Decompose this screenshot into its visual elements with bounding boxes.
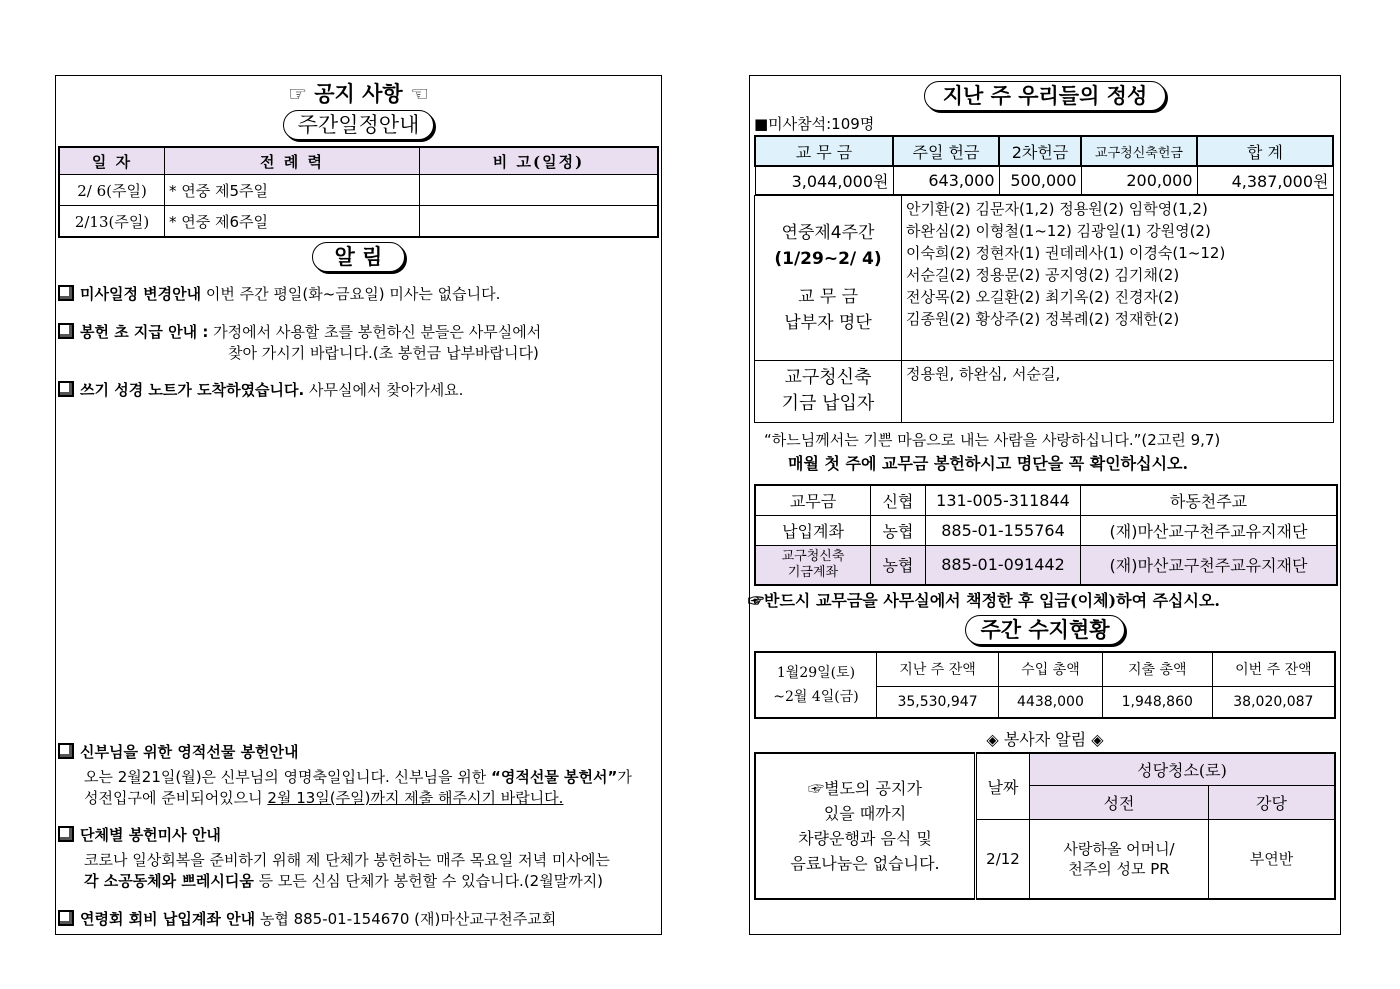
fin-header: 지출 총액: [1102, 652, 1212, 686]
bank-name: 농협: [871, 515, 926, 545]
finance-table: 1월29일(토) ~2월 4일(금) 지난 주 잔액 수입 총액 지출 총액 이번 주 잔액 35,530,947 4438,000 1,948,860 38,020,087: [754, 651, 1336, 719]
vol-clean-header: 성당청소(로): [1030, 753, 1336, 785]
donor-period: (1/29~2/ 4): [774, 248, 882, 269]
value-dues: 3,044,000원: [755, 166, 893, 194]
offering-title: 지난 주 우리들의 정성: [924, 81, 1167, 111]
offering-panel: [749, 75, 1341, 935]
table-row: [59, 175, 658, 206]
fin-value: 35,530,947: [877, 686, 999, 718]
notice-group-mass: 단체별 봉헌미사 안내 코로나 일상회복을 준비하기 위해 제 단체가 봉헌하는 매주 목요일 저녁 미사에는 각 소공동체와 쁘레시디움 등 모든 신심 단체가 봉헌할 수 있습니다.(2월말까지): [58, 825, 610, 892]
notice-title: ☞ 공지 사항 ☜: [288, 82, 429, 106]
list-item: 김종원(2) 황상주(2) 정복례(2) 정재한(2): [906, 309, 1180, 328]
exhortation: 매월 첫 주에 교무금 봉헌하시고 명단을 꼭 확인하십시오.: [788, 453, 1189, 473]
checkbox-icon: [58, 323, 74, 339]
fin-header: 수입 총액: [999, 652, 1103, 686]
bank-name: 신협: [871, 485, 926, 516]
fin-value: 38,020,087: [1212, 686, 1335, 718]
list-item: 하완심(2) 이형철(1~12) 김광일(1) 강원영(2): [906, 221, 1211, 240]
value-sunday: 643,000: [893, 166, 999, 194]
header-sunday: 주일 헌금: [893, 136, 999, 166]
donor-table: 연중제4주간 (1/29~2/ 4) 교 무 금 납부자 명단 안기환(2) 김문자(1,2) 정용원(2) 임학영(1,2) 하완심(2) 이형철(1~12) 김광일(1) 강원영(2) 이숙희(2) 정현자(1) 권데레사(1) 이경숙(1~12) 서순길(2) 정용문(2) 공지영(2) 김기채(2) 전상목(2) 오길환(2) 최기옥(2) 진경자(2) 김종원(2) 황상주(2) 정복례(2) 정재한(2) 교구청신축 기금 납입자 정용원, 하완심, 서순길,: [754, 195, 1334, 423]
value-second: 500,000: [999, 166, 1081, 194]
account-label: 교무금: [755, 485, 871, 516]
sched-note: [420, 206, 659, 238]
list-item: 서순길(2) 정용문(2) 공지영(2) 김기채(2): [906, 265, 1180, 284]
building-donors: 정용원, 하완심, 서순길,: [902, 360, 1334, 422]
table-row: [59, 206, 658, 238]
deposit-note: ☞반드시 교무금을 사무실에서 책정한 후 입금(이체)하여 주십시오.: [748, 591, 1220, 610]
sched-date: 2/ 6(주일): [59, 175, 165, 206]
sched-header-date: 일 자: [59, 147, 165, 175]
notice-funeral-account: 연령회 회비 납입계좌 안내 농협 885-01-154670 (재)마산교구천주교회: [58, 909, 556, 930]
sched-header-liturgy: 전 례 력: [165, 147, 420, 175]
schedule-table: [58, 146, 659, 238]
checkbox-icon: [58, 826, 74, 842]
checkbox-icon: [58, 910, 74, 926]
checkbox-icon: [58, 743, 74, 759]
list-item: 전상목(2) 오길환(2) 최기옥(2) 진경자(2): [906, 287, 1180, 306]
notice-panel: [55, 75, 662, 935]
account-number: 885-01-091442: [926, 545, 1081, 585]
header-total: 합 계: [1197, 136, 1333, 166]
account-label: 납입계좌: [755, 515, 871, 545]
fin-header: 지난 주 잔액: [877, 652, 999, 686]
account-label: 교구청신축 기금계좌: [755, 545, 871, 585]
notice-candle: 봉헌 초 지급 안내 : 가정에서 사용할 초를 봉헌하신 분들은 사무실에서 찾아 가시기 바랍니다.(초 봉헌금 납부바랍니다): [58, 322, 541, 364]
vol-date-header: 날짜: [976, 753, 1030, 819]
bank-name: 농협: [871, 545, 926, 585]
value-building: 200,000: [1081, 166, 1197, 194]
checkbox-icon: [58, 381, 74, 397]
account-holder: (재)마산교구천주교유지재단: [1081, 545, 1338, 585]
sched-liturgy: * 연중 제5주일: [165, 175, 420, 206]
notice-section-title: 알 림: [312, 242, 406, 272]
account-holder: 하동천주교: [1081, 485, 1338, 516]
donor-label: 연중제4주간: [781, 222, 875, 243]
weekly-schedule-title: 주간일정안내: [283, 110, 435, 140]
account-table: [754, 484, 1338, 587]
sched-header-note: 비 고(일정): [420, 147, 659, 175]
fin-value: 4438,000: [999, 686, 1103, 718]
table-row: [755, 166, 1333, 194]
donor-list: [902, 195, 1334, 360]
notice-mass-change: 미사일정 변경안내 이번 주간 평일(화~금요일) 미사는 없습니다.: [58, 284, 500, 305]
header-second: 2차헌금: [999, 136, 1081, 166]
sched-date: 2/13(주일): [59, 206, 165, 238]
fin-value: 1,948,860: [1102, 686, 1212, 718]
vol-sub-header: 강당: [1209, 785, 1336, 819]
attendance: ■미사참석:109명: [754, 115, 875, 133]
account-number: 131-005-311844: [926, 485, 1081, 516]
volunteer-table: [754, 752, 1336, 900]
list-item: 이숙희(2) 정현자(1) 권데레사(1) 이경숙(1~12): [906, 243, 1226, 262]
vol-sub-header: 성전: [1030, 785, 1209, 819]
header-dues: 교 무 금: [755, 136, 893, 166]
notice-bible-note: 쓰기 성경 노트가 도착하였습니다. 사무실에서 찾아가세요.: [58, 380, 463, 401]
header-building: 교구청신축헌금: [1081, 136, 1197, 166]
building-label: 교구청신축: [784, 367, 872, 388]
vol-clean-hall: 부연반: [1209, 819, 1336, 899]
checkbox-icon: [58, 285, 74, 301]
sched-note: [420, 175, 659, 206]
vol-date: 2/12: [976, 819, 1030, 899]
finance-title: 주간 수지현황: [965, 615, 1124, 645]
fin-header: 이번 주 잔액: [1212, 652, 1335, 686]
offering-table: [754, 135, 1334, 195]
finance-period: 1월29일(토): [776, 665, 856, 681]
account-holder: (재)마산교구천주교유지재단: [1081, 515, 1338, 545]
list-item: 안기환(2) 김문자(1,2) 정용원(2) 임학영(1,2): [906, 199, 1208, 218]
account-number: 885-01-155764: [926, 515, 1081, 545]
volunteer-notice: ☞별도의 공지가 있을 때까지 차량운행과 음식 및 음료나눔은 없습니다.: [755, 753, 976, 899]
value-total: 4,387,000원: [1197, 166, 1333, 194]
volunteer-title: ◈ 봉사자 알림 ◈: [986, 730, 1104, 749]
vol-clean-sanctuary: 사랑하올 어머니/ 천주의 성모 PR: [1030, 819, 1209, 899]
notice-spiritual-gift: 신부님을 위한 영적선물 봉헌안내 오는 2월21일(월)은 신부님의 영명축일입니다. 신부님을 위한 “영적선물 봉헌서”가 성전입구에 준비되어있으니 2월 13일(주일)까지 제출 해주시기 바랍니다.: [58, 742, 632, 809]
scripture-quote: “하느님께서는 기쁜 마음으로 내는 사람을 사랑하십니다.”(2고린 9,7): [764, 430, 1221, 449]
sched-liturgy: * 연중 제6주일: [165, 206, 420, 238]
